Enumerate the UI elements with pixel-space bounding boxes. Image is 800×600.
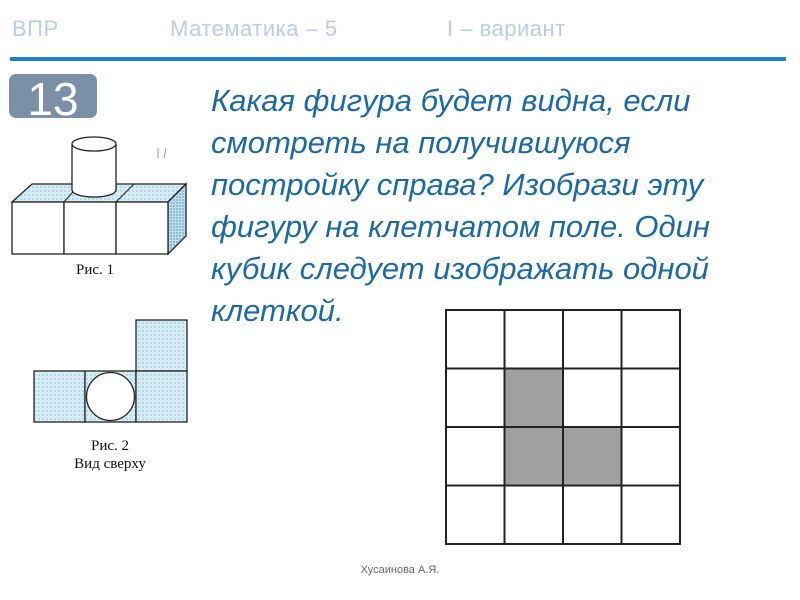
grid-cell bbox=[446, 369, 505, 428]
figure-2-caption-subtitle: Вид сверху bbox=[74, 456, 146, 472]
grid-cell bbox=[563, 486, 622, 545]
grid-cell-filled bbox=[563, 427, 622, 486]
author-footer: Хусаинова А.Я. bbox=[360, 564, 440, 576]
header-subject-short: ВПР bbox=[12, 16, 59, 41]
header-rule bbox=[10, 57, 786, 61]
grid-cell bbox=[446, 427, 505, 486]
figure-2-caption-title: Рис. 2 bbox=[90, 438, 130, 454]
grid-cell bbox=[446, 486, 505, 545]
figure-1-caption: Рис. 1 bbox=[75, 262, 115, 278]
grid-cell bbox=[446, 310, 505, 369]
figure-1-front-view bbox=[8, 118, 188, 268]
figure-2-top-view bbox=[30, 318, 190, 430]
grid-cell-filled bbox=[505, 369, 564, 428]
grid-cell bbox=[563, 369, 622, 428]
grid-cell bbox=[622, 310, 681, 369]
grid-cell bbox=[622, 486, 681, 545]
answer-grid bbox=[444, 308, 684, 550]
grid-cell bbox=[622, 427, 681, 486]
question-text: Какая фигура будет видна, если смотреть на получившуюся постройку справа? Изобрази эту фигуру на клетчатом поле. Один кубик следует изображать одной клеткой. bbox=[211, 83, 710, 328]
header-variant: I – вариант bbox=[447, 16, 566, 41]
header-subject: Математика – 5 bbox=[170, 16, 338, 41]
figure-2-caption bbox=[60, 437, 160, 473]
task-number-badge: 13 bbox=[9, 74, 97, 118]
grid-cell bbox=[505, 486, 564, 545]
grid-cell bbox=[505, 310, 564, 369]
grid-cell bbox=[622, 369, 681, 428]
grid-cell bbox=[563, 310, 622, 369]
grid-cell-filled bbox=[505, 427, 564, 486]
